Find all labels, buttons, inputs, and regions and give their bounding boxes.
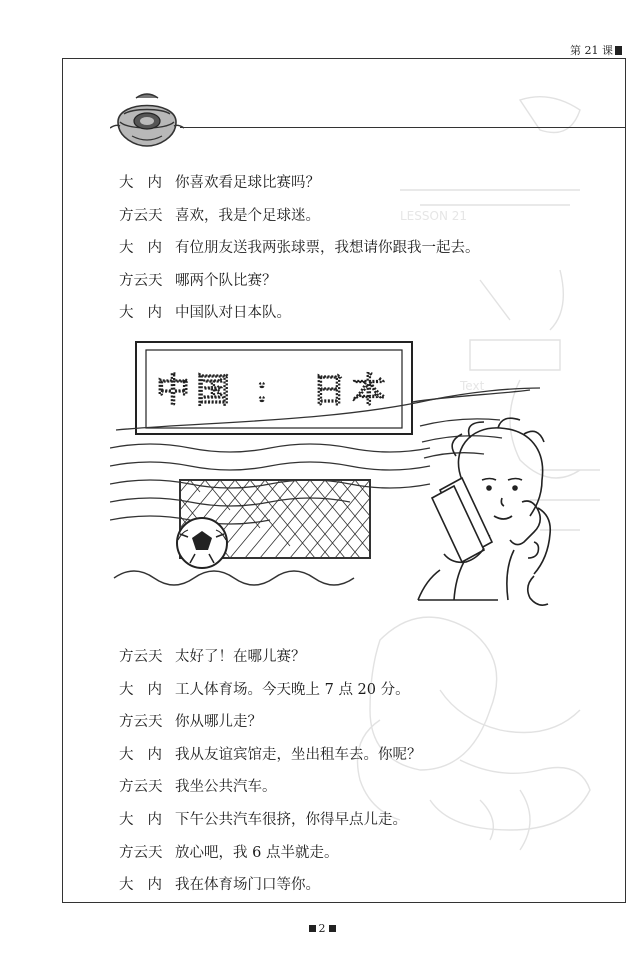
speaker-name: 方云天: [119, 272, 163, 289]
dialogue-text: 有位朋友送我两张球票，我想请你跟我一起去。: [175, 240, 480, 257]
dialogue-line: [119, 739, 589, 772]
dialogue-line: [119, 641, 589, 674]
dialogue-line: [119, 771, 589, 804]
speaker-name: 大内: [119, 240, 176, 257]
ground-line: [114, 571, 354, 585]
dialogue-line: [119, 200, 589, 233]
football-icon: [177, 518, 227, 568]
lesson-header: [570, 42, 622, 58]
speaker-name: 大内: [119, 305, 176, 322]
svg-text:Text: Text: [460, 379, 485, 393]
dialogue-line: [119, 232, 589, 265]
speaker-name: 方云天: [119, 714, 163, 731]
dialogue-line: [119, 265, 589, 298]
dialogue-top: [119, 167, 589, 330]
dialogue-text: 我在体育场门口等你。: [175, 877, 320, 894]
dialogue-line: [119, 167, 589, 200]
dialogue-text: 中国队对日本队。: [175, 305, 291, 322]
football-match-illustration: [110, 330, 570, 615]
square-marker-icon: [615, 46, 622, 55]
dialogue-line: [119, 869, 589, 902]
speaker-name: 方云天: [119, 207, 163, 224]
dialogue-text: 喜欢，我是个足球迷。: [175, 207, 320, 224]
woman-with-phone: [418, 418, 550, 605]
dialogue-text: 工人体育场。今天晚上 7 点 20 分。: [175, 681, 410, 698]
square-marker-icon: [329, 925, 336, 932]
dialogue-line: [119, 804, 589, 837]
speaker-name: 大内: [119, 811, 176, 828]
speaker-name: 方云天: [119, 649, 163, 665]
speaker-name: 大内: [119, 681, 176, 698]
decorative-vase-emblem-icon: [110, 88, 184, 150]
dialogue-line: [119, 706, 589, 739]
speaker-name: 大内: [119, 877, 176, 894]
dialogue-text: 太好了！在哪儿赛？: [175, 649, 306, 665]
svg-text:LESSON 21: LESSON 21: [400, 209, 468, 223]
page-footer: [0, 922, 644, 935]
scoreboard-text: 中国 ： 日本: [156, 371, 392, 411]
page-number: 2: [318, 922, 326, 935]
dialogue-text: 我坐公共汽车。: [175, 779, 277, 796]
dialogue-line: [119, 297, 589, 330]
speaker-name: 大内: [119, 746, 176, 763]
speaker-name: 方云天: [119, 779, 163, 796]
square-marker-icon: [309, 925, 316, 932]
dialogue-bottom: [119, 641, 589, 902]
dialogue-text: 下午公共汽车很挤，你得早点儿走。: [175, 811, 407, 828]
dialogue-line: [119, 674, 589, 707]
dialogue-line: [119, 837, 589, 870]
header-rule: [180, 127, 626, 128]
dialogue-text: 放心吧，我 6 点半就走。: [175, 844, 339, 861]
lesson-label: 第 21 课: [570, 44, 613, 57]
dialogue-text: 你喜欢看足球比赛吗？: [175, 175, 320, 191]
dialogue-text: 哪两个队比赛？: [175, 272, 277, 289]
dialogue-text: 我从友谊宾馆走，坐出租车去。你呢？: [175, 746, 422, 763]
speaker-name: 大内: [119, 175, 176, 191]
dialogue-text: 你从哪儿走？: [175, 714, 262, 731]
speaker-name: 方云天: [119, 844, 163, 861]
